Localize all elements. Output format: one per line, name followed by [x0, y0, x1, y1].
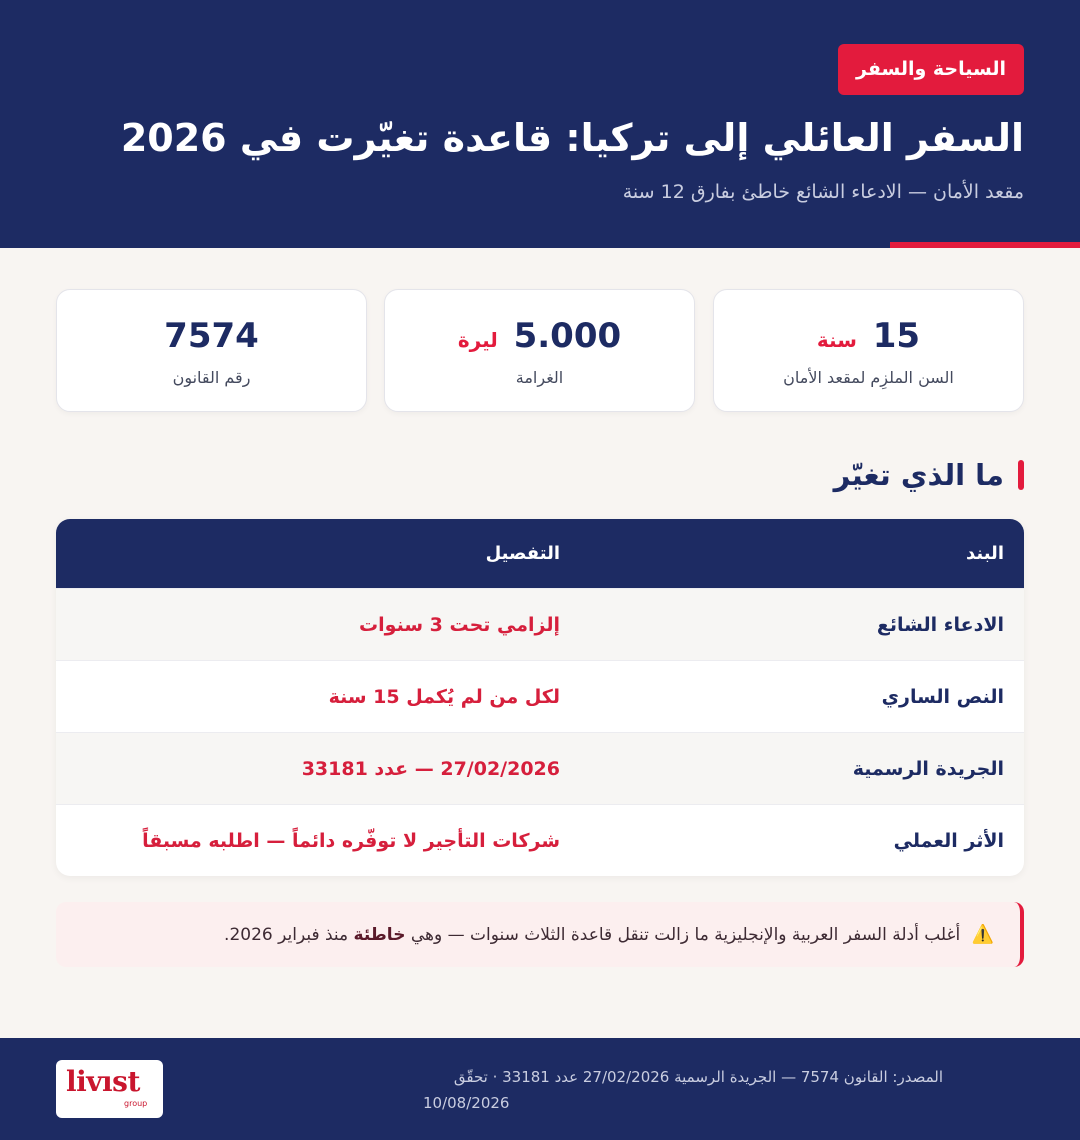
stat-unit: سنة [816, 328, 857, 352]
stat-label: رقم القانون [172, 368, 251, 387]
row-item: الجريدة الرسمية [852, 758, 1004, 780]
stat-value: 5.000 ليرة [457, 316, 622, 356]
footer [0, 1038, 1080, 1140]
row-item: النص الساري [881, 686, 1004, 708]
stat-label: السن الملزِم لمقعد الأمان [783, 368, 954, 387]
header [0, 0, 1080, 248]
row-detail: لكل من لم يُكمل 15 سنة [328, 686, 560, 708]
warning-text [224, 902, 994, 968]
column-header-item: البند [965, 543, 1004, 564]
logo-wordmark: livıst [66, 1065, 140, 1098]
warning-callout [56, 902, 1024, 967]
table-row [56, 588, 1024, 660]
changes-table [56, 519, 1024, 876]
row-item: الأثر العملي [893, 830, 1004, 852]
accent-bar [890, 242, 1080, 248]
stat-card-age [713, 289, 1024, 412]
table-row [56, 732, 1024, 804]
brand-logo[interactable] [56, 1060, 163, 1118]
section-heading [724, 456, 1024, 496]
footer-source [423, 1064, 943, 1116]
source-text: المصدر: القانون 7574 — الجريدة الرسمية 27/02/2026 عدد 33181 · تحقّق [453, 1068, 943, 1086]
stat-unit: ليرة [457, 328, 498, 352]
column-header-detail: التفصيل [485, 543, 560, 564]
stat-card-law [56, 289, 367, 412]
table-row [56, 804, 1024, 876]
row-detail: 27/02/2026 — عدد 33181 [301, 758, 560, 780]
page-title: السفر العائلي إلى تركيا: قاعدة تغيّرت في 2026 [120, 116, 1024, 160]
stat-value: 7574 [164, 316, 259, 356]
warning-text-after: منذ فبراير 2026. [224, 925, 349, 945]
table-row [56, 660, 1024, 732]
section-marker [1018, 460, 1024, 490]
warning-text-before: أغلب أدلة السفر العربية والإنجليزية ما زالت تنقل قاعدة الثلاث سنوات — وهي [410, 925, 961, 945]
section-title: ما الذي تغيّر [833, 458, 1004, 492]
warning-icon: ⚠️ [971, 924, 994, 945]
table-header [56, 519, 1024, 588]
logo-subtext: group [124, 1099, 148, 1108]
category-badge[interactable]: السياحة والسفر [838, 44, 1024, 95]
row-detail: شركات التأجير لا توفّره دائماً — اطلبه مسبقاً [142, 830, 560, 852]
page-subtitle: مقعد الأمان — الادعاء الشائع خاطئ بفارق 12 سنة [622, 181, 1024, 203]
stat-card-fine [384, 289, 695, 412]
source-date: 10/08/2026 [423, 1094, 510, 1112]
row-item: الادعاء الشائع [876, 614, 1004, 636]
warning-emphasis: خاطئة [353, 925, 406, 945]
stat-label: الغرامة [515, 368, 564, 387]
row-detail: إلزامي تحت 3 سنوات [359, 614, 560, 636]
stat-value: 15 سنة [816, 316, 921, 356]
